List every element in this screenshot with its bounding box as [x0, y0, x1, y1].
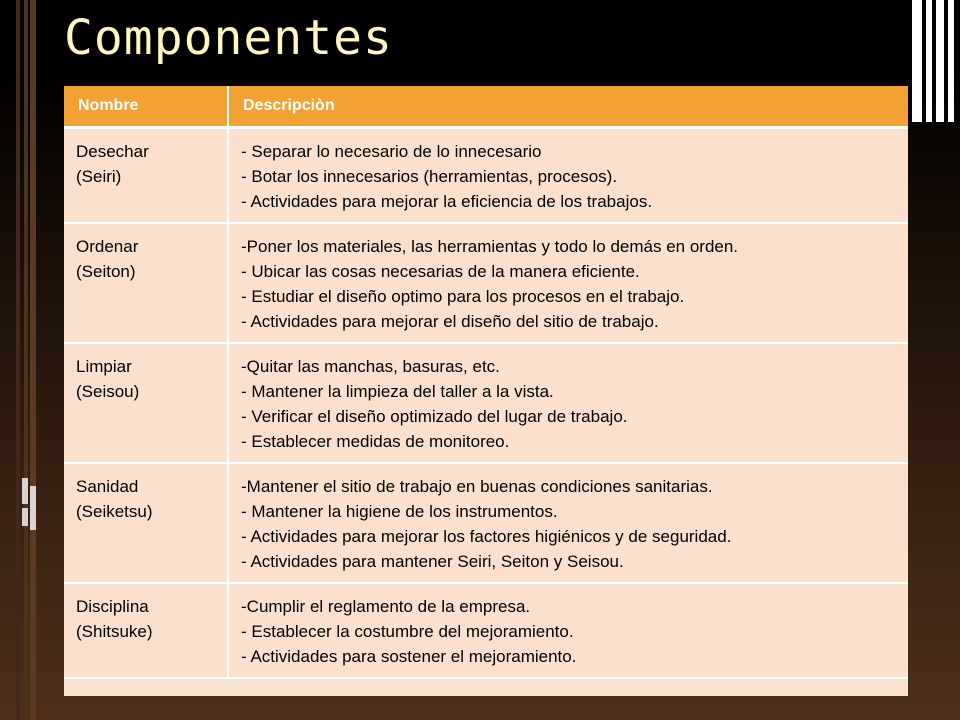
description-line: -Poner los materiales, las herramientas y todo lo demás en orden.: [241, 237, 739, 256]
row-name-cell: [64, 343, 228, 463]
component-name: Limpiar: [76, 357, 132, 376]
description-line: -Cumplir el reglamento de la empresa.: [241, 597, 531, 616]
description-line: - Actividades para mejorar el diseño del sitio de trabajo.: [241, 312, 659, 331]
components-table: [64, 86, 908, 679]
description-line: - Establecer medidas de monitoreo.: [241, 432, 510, 451]
row-description-cell: [228, 463, 908, 583]
table-header-row: [64, 86, 908, 128]
table-row: [64, 463, 908, 583]
left-edge-bar: [30, 0, 36, 720]
component-name: Desechar: [76, 142, 149, 161]
component-name: Ordenar: [76, 237, 139, 256]
component-name: Disciplina: [76, 597, 149, 616]
row-name-cell: [64, 463, 228, 583]
table-row: [64, 223, 908, 343]
description-line: -Mantener el sitio de trabajo en buenas condiciones sanitarias.: [241, 477, 713, 496]
description-line: - Botar los innecesarios (herramientas, procesos).: [241, 167, 618, 186]
table-row: [64, 343, 908, 463]
slide-title: Componentes: [64, 10, 393, 66]
component-japanese-name: (Seiton): [76, 262, 136, 281]
row-name-cell: [64, 128, 228, 224]
component-name: Sanidad: [76, 477, 139, 496]
component-japanese-name: (Seisou): [76, 382, 140, 401]
description-line: - Verificar el diseño optimizado del lugar de trabajo.: [241, 407, 628, 426]
row-name-cell: [64, 583, 228, 678]
description-line: -Quitar las manchas, basuras, etc.: [241, 357, 500, 376]
description-line: - Estudiar el diseño optimo para los procesos en el trabajo.: [241, 287, 685, 306]
description-line: - Ubicar las cosas necesarias de la manera eficiente.: [241, 262, 640, 281]
left-edge-bar: [24, 0, 28, 720]
header-descripcion: Descripciòn: [228, 86, 908, 128]
right-edge-accent: [912, 0, 922, 122]
row-description-cell: [228, 343, 908, 463]
description-line: - Establecer la costumbre del mejoramiento.: [241, 622, 574, 641]
right-edge-accent: [936, 0, 944, 122]
description-line: - Actividades para sostener el mejoramiento.: [241, 647, 577, 666]
left-edge-accent: [22, 508, 28, 526]
description-line: - Separar lo necesario de lo innecesario: [241, 142, 542, 161]
component-japanese-name: (Shitsuke): [76, 622, 153, 641]
component-japanese-name: (Seiketsu): [76, 502, 153, 521]
row-name-cell: [64, 223, 228, 343]
right-edge-accent: [926, 0, 932, 122]
description-line: - Mantener la limpieza del taller a la vista.: [241, 382, 554, 401]
row-description-cell: [228, 583, 908, 678]
description-line: - Mantener la higiene de los instrumentos.: [241, 502, 558, 521]
description-line: - Actividades para mejorar los factores higiénicos y de seguridad.: [241, 527, 732, 546]
component-japanese-name: (Seiri): [76, 167, 122, 186]
row-description-cell: [228, 223, 908, 343]
table-row: [64, 128, 908, 224]
right-edge-accent: [948, 0, 954, 122]
left-edge-accent: [22, 478, 28, 504]
components-table-container: [64, 86, 908, 696]
description-line: - Actividades para mantener Seiri, Seiton y Seisou.: [241, 552, 624, 571]
left-edge-accent: [30, 486, 36, 530]
header-nombre: Nombre: [64, 86, 228, 128]
description-line: - Actividades para mejorar la eficiencia de los trabajos.: [241, 192, 653, 211]
left-edge-bar: [16, 0, 20, 720]
row-description-cell: [228, 128, 908, 224]
table-row: [64, 583, 908, 678]
